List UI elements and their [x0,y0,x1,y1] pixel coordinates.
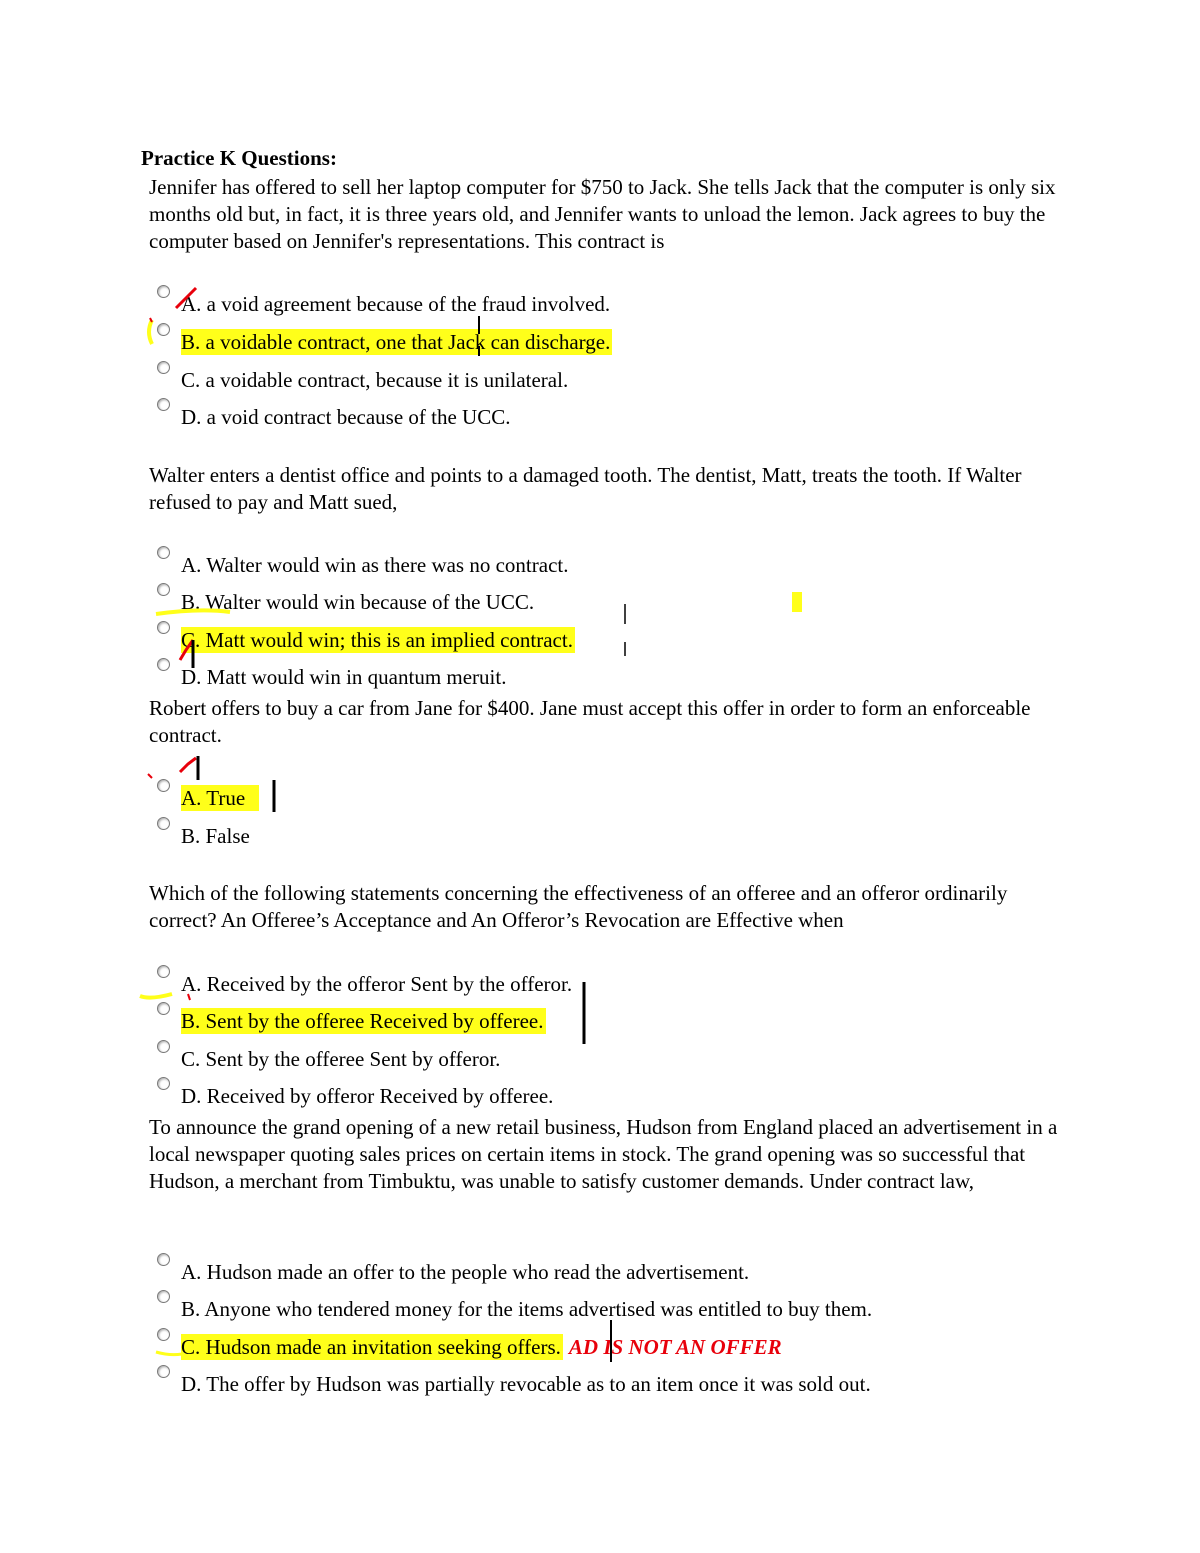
option-label: D. a void contract because of the UCC. [181,405,511,429]
red-tick-icon [150,318,152,322]
radio-button[interactable] [157,285,170,298]
question-1-option-c[interactable] [157,361,570,391]
option-label-highlighted: A. True [181,785,259,811]
radio-button[interactable] [157,1328,170,1341]
yellow-bracket-mark-icon [149,320,152,344]
radio-button[interactable] [157,1253,170,1266]
option-label: B. Walter would win because of the UCC. [181,590,535,614]
question-2-text: Walter enters a dentist office and points to a damaged tooth. The dentist, Matt, treats the tooth. If Walter refused to pay and Matt sued, [149,463,1022,514]
question-2-option-c[interactable] [157,621,575,651]
radio-button[interactable] [157,583,170,596]
option-label: B. Anyone who tendered money for the items advertised was entitled to buy them. [181,1297,873,1321]
option-label: C. Sent by the offeree Sent by offeror. [181,1047,501,1071]
radio-button[interactable] [157,1002,170,1015]
radio-button[interactable] [157,1040,170,1053]
question-1-text: Jennifer has offered to sell her laptop computer for $750 to Jack. She tells Jack that the computer is only six months old but, in fact, it is three years old, and Jennifer wants to unload the lemon. Jack agrees to buy the computer based on Jennifer's representations. This contract is [149,175,1056,253]
option-label: A. a void agreement because of the fraud involved. [181,292,611,316]
option-label-highlighted: B. Sent by the offeree Received by offeree. [181,1009,544,1033]
option-label: D. Matt would win in quantum meruit. [181,665,507,689]
question-4-option-b[interactable] [157,1002,546,1032]
radio-button[interactable] [157,1290,170,1303]
question-5-option-c[interactable] [157,1328,784,1358]
option-label-highlighted: C. Hudson made an invitation seeking offers. [181,1335,561,1359]
question-5-option-d[interactable] [157,1365,873,1395]
question-2-option-b[interactable] [157,583,536,613]
radio-button[interactable] [157,1077,170,1090]
option-label-highlighted: C. Matt would win; this is an implied contract. [181,628,573,652]
question-4-option-a[interactable] [157,965,574,995]
red-check-mark-icon [180,758,196,772]
radio-button[interactable] [157,361,170,374]
question-1-option-d[interactable] [157,398,512,428]
option-label: C. a voidable contract, because it is unilateral. [181,368,569,392]
question-5-option-a[interactable] [157,1253,751,1283]
option-label-highlighted: B. a voidable contract, one that Jack can discharge. [181,330,611,354]
page-title: Practice K Questions: [141,146,337,170]
red-tick-icon [148,774,152,778]
question-3-option-b[interactable] [157,817,252,847]
radio-button[interactable] [157,398,170,411]
question-5-text: To announce the grand opening of a new retail business, Hudson from England placed an advertisement in a local newspaper quoting sales prices on certain items in stock. The grand opening was so successful that Hudson, a merchant from Timbuktu, was unable to satisfy customer demands. Under contract law, [149,1115,1058,1193]
question-3-text: Robert offers to buy a car from Jane for $400. Jane must accept this offer in order to form an enforceable contract. [149,696,1031,747]
option-label: A. Hudson made an offer to the people who read the advertisement. [181,1260,750,1284]
option-label: D. Received by offeror Received by offeree. [181,1084,554,1108]
question-1-option-a[interactable] [157,285,612,315]
question-2-option-d[interactable] [157,658,508,688]
radio-button[interactable] [157,658,170,671]
question-4-option-d[interactable] [157,1077,555,1107]
question-1-option-b[interactable] [157,323,612,353]
radio-button[interactable] [157,817,170,830]
radio-button[interactable] [157,323,170,336]
question-4-text: Which of the following statements concerning the effectiveness of an offeree and an offeror ordinarily correct? An Offeree’s Acceptance and An Offeror’s Revocation are Effective when [149,881,1008,932]
question-3-option-a[interactable] [157,779,259,809]
option-label: A. Received by the offeror Sent by the offeror. [181,972,573,996]
question-2-option-a[interactable] [157,546,570,576]
question-5-option-b[interactable] [157,1290,874,1320]
radio-button[interactable] [157,1365,170,1378]
radio-button[interactable] [157,621,170,634]
radio-button[interactable] [157,779,170,792]
radio-button[interactable] [157,965,170,978]
option-label: D. The offer by Hudson was partially revocable as to an item once it was sold out. [181,1372,871,1396]
radio-button[interactable] [157,546,170,559]
option-label: A. Walter would win as there was no contract. [181,553,569,577]
annotation-note: AD IS NOT AN OFFER [568,1335,782,1359]
option-label: B. False [181,824,250,848]
yellow-highlight-fragment-icon [792,592,802,612]
question-4-option-c[interactable] [157,1040,502,1070]
